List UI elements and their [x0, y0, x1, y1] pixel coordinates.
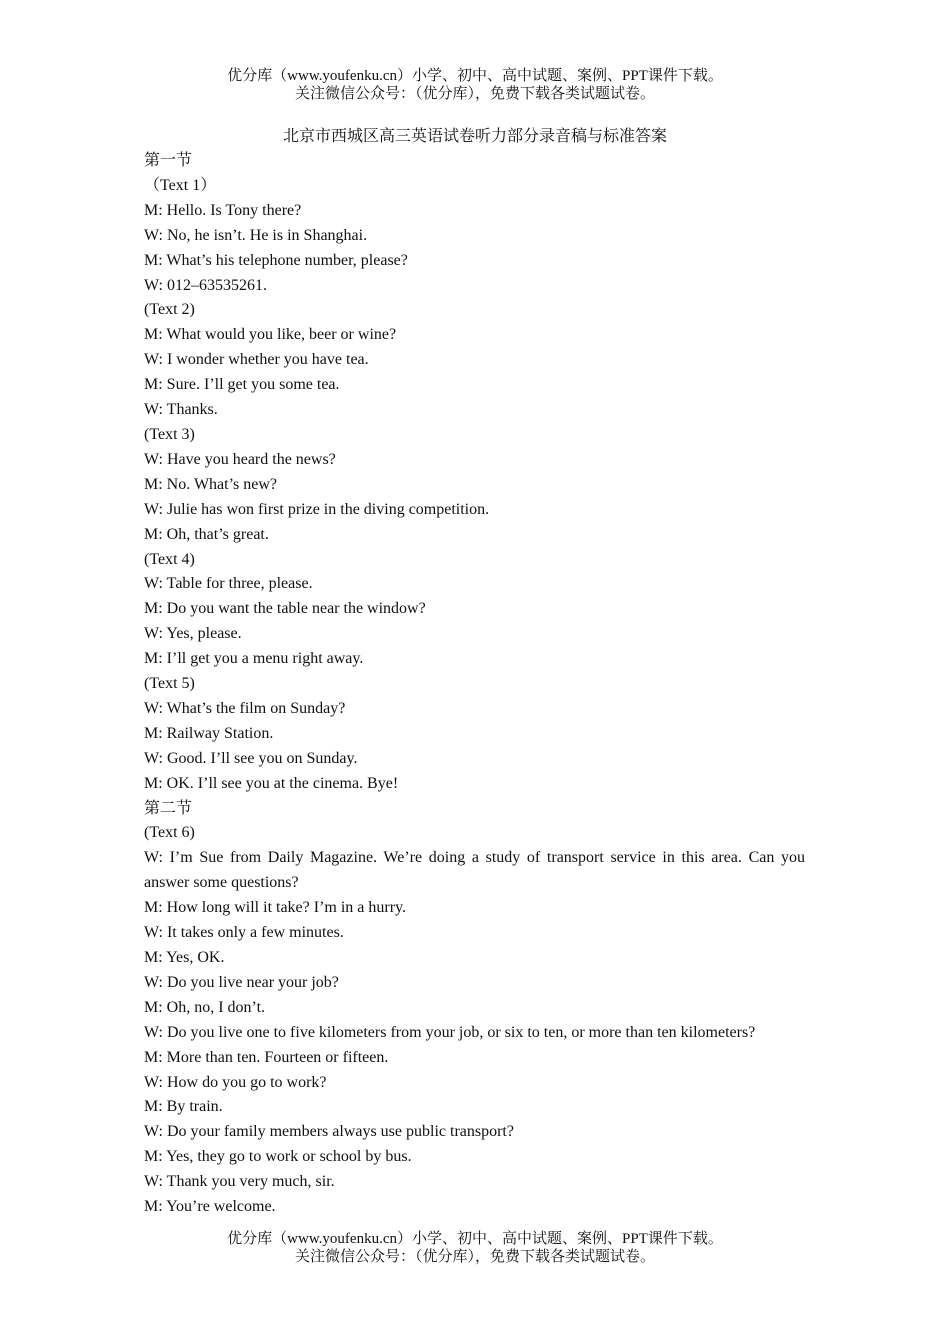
dialogue-line: W: Do you live near your job? [144, 973, 339, 991]
dialogue-line: W: What’s the film on Sunday? [144, 699, 346, 717]
dialogue-line: W: Do you live one to five kilometers from your job, or six to ten, or more than ten kilometers? [144, 1023, 756, 1041]
section-heading: 第二节 [144, 799, 193, 817]
text-label: (Text 2) [144, 301, 195, 319]
dialogue-line: W: Table for three, please. [144, 575, 313, 593]
dialogue-line: M: OK. I’ll see you at the cinema. Bye! [144, 774, 399, 792]
dialogue-line: M: Do you want the table near the window? [144, 600, 426, 618]
dialogue-line: M: No. What’s new? [144, 475, 278, 493]
dialogue-line: W: It takes only a few minutes. [144, 924, 344, 942]
dialogue-line: M: I’ll get you a menu right away. [144, 650, 364, 668]
text-label: (Text 6) [144, 824, 195, 842]
header-line-2: 关注微信公众号：（优分库），免费下载各类试题试卷。 [294, 86, 655, 102]
footer-line-2: 关注微信公众号：（优分库），免费下载各类试题试卷。 [294, 1249, 655, 1265]
dialogue-line: M: Hello. Is Tony there? [144, 201, 302, 219]
dialogue-line: W: I wonder whether you have tea. [144, 351, 369, 369]
text-label: (Text 4) [144, 550, 195, 568]
dialogue-line: W: I’m Sue from Daily Magazine. We’re doing a study of transport service in this area. Can you answer some questions? [144, 849, 805, 892]
dialogue-line: M: Railway Station. [144, 724, 274, 742]
dialogue-line: W: No, he isn’t. He is in Shanghai. [144, 226, 368, 244]
dialogue-line: W: Julie has won first prize in the diving competition. [144, 500, 490, 518]
section-heading: 第一节 [144, 152, 193, 169]
dialogue-line: W: Thank you very much, sir. [144, 1173, 335, 1191]
document-title: 北京市西城区高三英语试卷听力部分录音稿与标准答案 [282, 128, 667, 145]
dialogue-line: M: Oh, that’s great. [144, 525, 269, 543]
header-line-1: 优分库（www.youfenku.cn）小学、初中、高中试题、案例、PPT课件下载。 [227, 68, 723, 84]
dialogue-line: M: How long will it take? I’m in a hurry. [144, 899, 407, 917]
page-footer [0, 1230, 950, 1266]
dialogue-line: M: You’re welcome. [144, 1198, 276, 1216]
dialogue-line: W: Have you heard the news? [144, 450, 336, 468]
dialogue-line: M: Yes, OK. [144, 949, 225, 966]
dialogue-line: M: Yes, they go to work or school by bus. [144, 1148, 412, 1166]
dialogue-line: W: Do your family members always use public transport? [144, 1123, 514, 1141]
dialogue-line: M: By train. [144, 1098, 223, 1116]
dialogue-line: M: Oh, no, I don’t. [144, 998, 266, 1016]
dialogue-line: W: 012–63535261. [144, 276, 267, 294]
text-label: (Text 3) [144, 425, 195, 443]
text-label: （Text 1） [144, 176, 217, 194]
page-header [0, 67, 950, 103]
dialogue-line: M: What would you like, beer or wine? [144, 326, 397, 344]
dialogue-line: M: What’s his telephone number, please? [144, 251, 408, 269]
dialogue-line: W: How do you go to work? [144, 1073, 327, 1091]
dialogue-line: W: Yes, please. [144, 625, 242, 643]
dialogue-line: M: Sure. I’ll get you some tea. [144, 376, 340, 394]
dialogue-line: W: Good. I’ll see you on Sunday. [144, 749, 358, 767]
transcript-body [144, 149, 805, 1220]
text-label: (Text 5) [144, 675, 195, 693]
dialogue-line: M: More than ten. Fourteen or fifteen. [144, 1048, 389, 1066]
footer-line-1: 优分库（www.youfenku.cn）小学、初中、高中试题、案例、PPT课件下载。 [227, 1231, 723, 1247]
dialogue-line: W: Thanks. [144, 401, 218, 419]
